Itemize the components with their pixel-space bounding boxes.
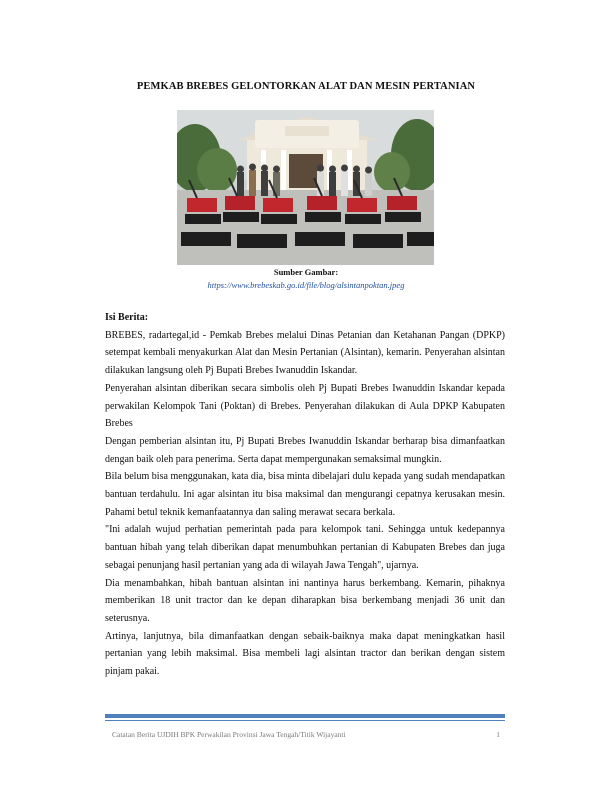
page-footer: [112, 730, 500, 739]
body-paragraph: Bila belum bisa menggunakan, kata dia, bisa minta dibelajari dulu kepada yang sudah mendapatkan bantuan terdahulu. Ini agar alsintan itu bisa maksimal dan mengurangi cepatnya kerusakan mesin. Pahami betul teknik kemanfaatannya dan saling merawat secara berkala.: [105, 471, 505, 518]
article-body: [105, 309, 505, 681]
footer-divider-thick: [105, 714, 505, 718]
news-photo: [177, 110, 434, 265]
footer-divider-thin: [105, 720, 505, 721]
body-paragraph: "Ini adalah wujud perhatian pemerintah pada para kelompok tani. Sehingga untuk kedepannya bantuan hibah yang telah diberikan dapat menumbuhkan pertanian di Kabupaten Brebes dan juga sebagai penunjang hasil pertanian yang ada di wilayah Jawa Tengah", ujarnya.: [105, 524, 505, 571]
tractor-handover-photo: [177, 110, 434, 265]
body-heading: Isi Berita:: [105, 312, 149, 323]
article-title: PEMKAB BREBES GELONTORKAN ALAT DAN MESIN PERTANIAN: [136, 81, 476, 92]
image-caption-label: Sumber Gambar:: [273, 267, 339, 277]
image-source-link[interactable]: https://www.brebeskab.go.id/file/blog/alsintanpoktan.jpeg: [207, 280, 405, 290]
body-paragraph: Dengan pemberian alsintan itu, Pj Bupati Brebes Iwanuddin Iskandar berharap bisa dimanfaatkan dengan baik oleh para penerima. Serta dapat mempergunakan semaksimal mungkin.: [105, 435, 505, 465]
body-paragraph: Dia menambahkan, hibah bantuan alsintan ini nantinya harus berkembang. Kemarin, pihaknya memberikan 18 unit tractor dan ke depan diharapkan bisa berkembang menjadi 36 unit dan seterusnya.: [105, 577, 505, 624]
body-paragraph: BREBES, radartegal,id - Pemkab Brebes melalui Dinas Petanian dan Ketahanan Pangan (DPKP) setempat kembali menyakurkan Alat dan Mesin Pertanian (Alsintan), kemarin. Penyerahan alsintan dilakukan langsung oleh Pj Bupati Brebes Iwanuddin Iskandar.: [105, 329, 505, 377]
body-paragraph: Artinya, lanjutnya, bila dimanfaatkan dengan sebaik-baiknya maka dapat meningkatkan hasil pertanian yang lebih maksimal. Bisa membeli lagi alsintan tractor dan berikan dengan sistem pinjam pakai.: [105, 630, 505, 678]
footer-text: Catatan Berita UJDIH BPK Perwakilan Provinsi Jawa Tengah/Titik Wijayanti: [112, 730, 346, 739]
page-number: 1: [496, 730, 500, 739]
body-paragraph: Penyerahan alsintan diberikan secara simbolis oleh Pj Bupati Brebes Iwanuddin Iskandar kepada perwakilan Kelompok Tani (Poktan) di Brebes. Penyerahan dilakukan di Aula DPKP Kabupaten Brebes: [105, 382, 505, 430]
